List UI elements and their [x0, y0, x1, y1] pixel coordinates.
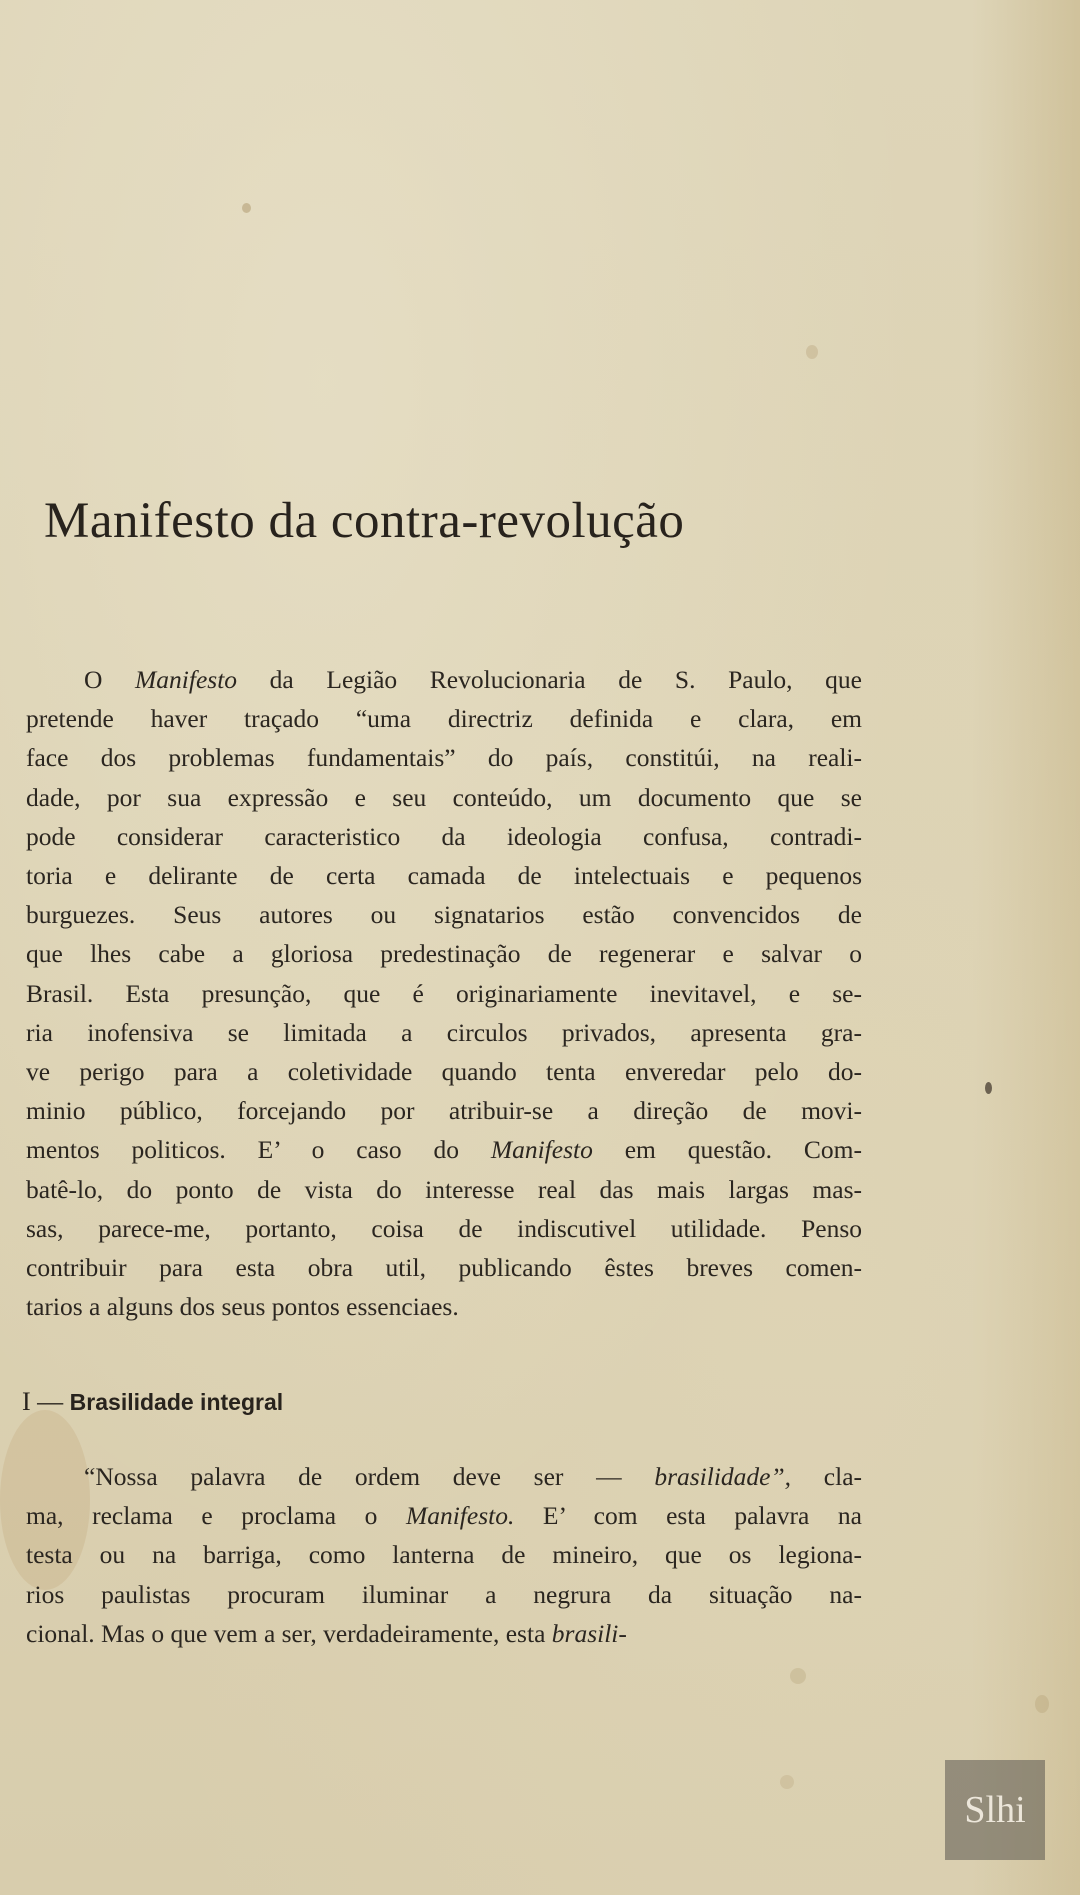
page-title: Manifesto da contra-revolução [44, 493, 685, 549]
text-run: pretende haver traçado “uma directriz definida e clara, em [26, 704, 862, 733]
text-line [26, 1496, 862, 1536]
text-run: dade, por sua expressão e seu conteúdo, um documento que se [26, 783, 862, 812]
text-line [26, 1013, 862, 1053]
text-run: face dos problemas fundamentais” do país, constitúi, na reali- [26, 743, 862, 772]
text-run: ve perigo para a coletividade quando tenta enveredar pelo do- [26, 1057, 862, 1086]
text-line [26, 699, 862, 739]
section-title: Brasilidade integral [69, 1389, 284, 1415]
text-line [26, 1248, 862, 1288]
italic-text: Manifesto [135, 665, 238, 694]
italic-text: brasili- [551, 1619, 627, 1648]
text-line [26, 778, 862, 818]
text-run: cional. Mas o que vem a ser, verdadeiramente, esta [26, 1619, 552, 1648]
text-run: pode considerar caracteristico da ideologia confusa, contradi- [26, 822, 862, 851]
library-watermark [945, 1760, 1045, 1860]
text-line [26, 934, 862, 974]
text-line [84, 660, 862, 700]
italic-text: Manifesto. [405, 1501, 515, 1530]
text-line [26, 1614, 862, 1654]
text-run: sas, parece-me, portanto, coisa de indiscutivel utilidade. Penso [26, 1214, 862, 1243]
text-run: Brasil. Esta presunção, que é originariamente inevitavel, e se- [26, 979, 862, 1008]
text-run: minio público, forcejando por atribuir-se a direção de movi- [26, 1096, 862, 1125]
text-line [84, 1457, 862, 1497]
text-run: tarios a alguns dos seus pontos essenciaes. [26, 1292, 459, 1321]
text-line [26, 1209, 862, 1249]
text-line [26, 1170, 862, 1210]
text-line [26, 1052, 862, 1092]
text-line [26, 738, 862, 778]
watermark-logo [950, 1785, 1040, 1835]
text-run: batê-lo, do ponto de vista do interesse real das mais largas mas- [26, 1175, 862, 1204]
text-line [26, 974, 862, 1014]
text-run: testa ou na barriga, como lanterna de mineiro, que os legiona- [26, 1540, 862, 1569]
text-run: da Legião Revolucionaria de S. Paulo, que [237, 665, 862, 694]
italic-text: Manifesto [490, 1135, 593, 1164]
text-run: O [84, 665, 136, 694]
text-line [26, 1287, 862, 1327]
text-line [26, 1130, 862, 1170]
text-line [26, 1091, 862, 1131]
watermark-text: Slhi [964, 1789, 1026, 1831]
text-run: contribuir para esta obra util, publicando êstes breves comen- [26, 1253, 862, 1282]
text-run: em questão. Com- [592, 1135, 862, 1164]
section-heading [22, 1382, 283, 1422]
text-run: mentos politicos. E’ o caso do [26, 1135, 491, 1164]
text-run: toria e delirante de certa camada de intelectuais e pequenos [26, 861, 862, 890]
text-run: “Nossa palavra de ordem deve ser — [84, 1462, 655, 1491]
text-line [26, 1575, 862, 1615]
italic-text: brasilidade”, [654, 1462, 792, 1491]
text-line [26, 1535, 862, 1575]
text-line [26, 856, 862, 896]
text-run: ma, reclama e proclama o [26, 1501, 406, 1530]
section-number: I — [22, 1387, 64, 1416]
text-run: ria inofensiva se limitada a circulos privados, apresenta gra- [26, 1018, 862, 1047]
text-run: rios paulistas procuram iluminar a negrura da situação na- [26, 1580, 862, 1609]
text-run: cla- [791, 1462, 862, 1491]
text-line [26, 895, 862, 935]
text-run: que lhes cabe a gloriosa predestinação de regenerar e salvar o [26, 939, 862, 968]
text-run: E’ com esta palavra na [514, 1501, 862, 1530]
text-run: burguezes. Seus autores ou signatarios estão convencidos de [26, 900, 862, 929]
text-line [26, 817, 862, 857]
